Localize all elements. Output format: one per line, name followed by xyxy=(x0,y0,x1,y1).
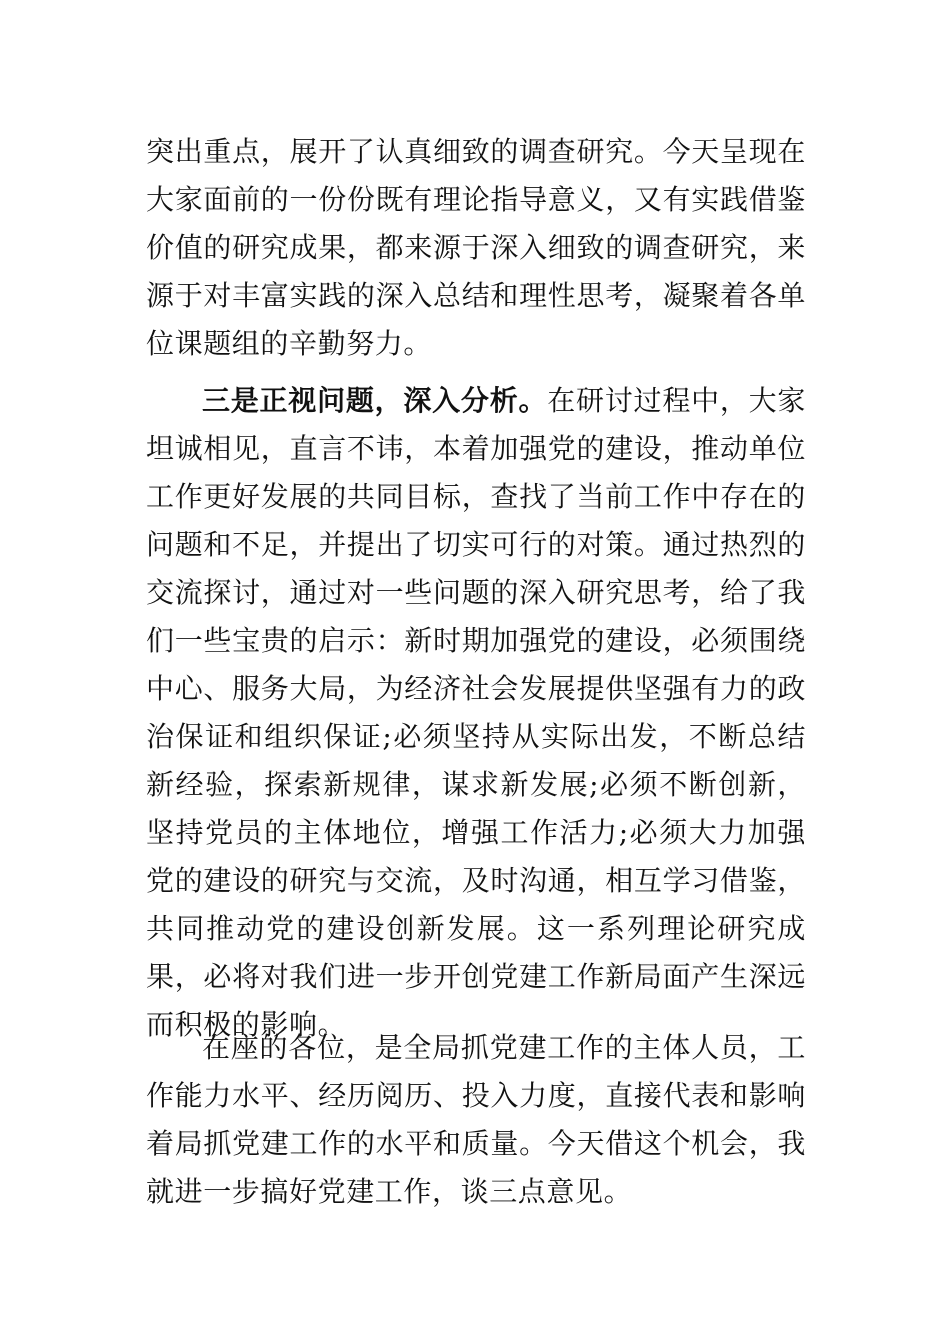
paragraph-text: 在座的各位，是全局抓党建工作的主体人员，工作能力水平、经历阅历、投入力度，直接代表和影响着局抓党建工作的水平和质量。今天借这个机会，我就进一步搞好党建工作，谈三点意见。 xyxy=(146,1031,806,1208)
paragraph-lead-heading: 三是正视问题，深入分析。 xyxy=(202,384,548,417)
paragraph-research-results xyxy=(146,128,806,368)
paragraph-text: 突出重点，展开了认真细致的调查研究。今天呈现在大家面前的一份份既有理论指导意义，又有实践借鉴价值的研究成果，都来源于深入细致的调查研究，来源于对丰富实践的深入总结和理性思考，凝聚着各单位课题组的辛勤努力。 xyxy=(146,135,806,360)
paragraph-text: 在研讨过程中，大家坦诚相见，直言不讳，本着加强党的建设，推动单位工作更好发展的共同目标，查找了当前工作中存在的问题和不足，并提出了切实可行的对策。通过热烈的交流探讨，通过对一些问题的深入研究思考，给了我们一些宝贵的启示：新时期加强党的建设，必须围绕中心、服务大局，为经济社会发展提供坚强有力的政治保证和组织保证;必须坚持从实际出发，不断总结新经验，探索新规律，谋求新发展;必须不断创新，坚持党员的主体地位，增强工作活力;必须大力加强党的建设的研究与交流，及时沟通，相互学习借鉴，共同推动党的建设创新发展。这一系列理论研究成果，必将对我们进一步开创党建工作新局面产生深远而积极的影响。 xyxy=(146,384,807,1041)
paragraph-three-opinions xyxy=(146,1024,806,1216)
paragraph-face-problems xyxy=(146,377,806,1049)
